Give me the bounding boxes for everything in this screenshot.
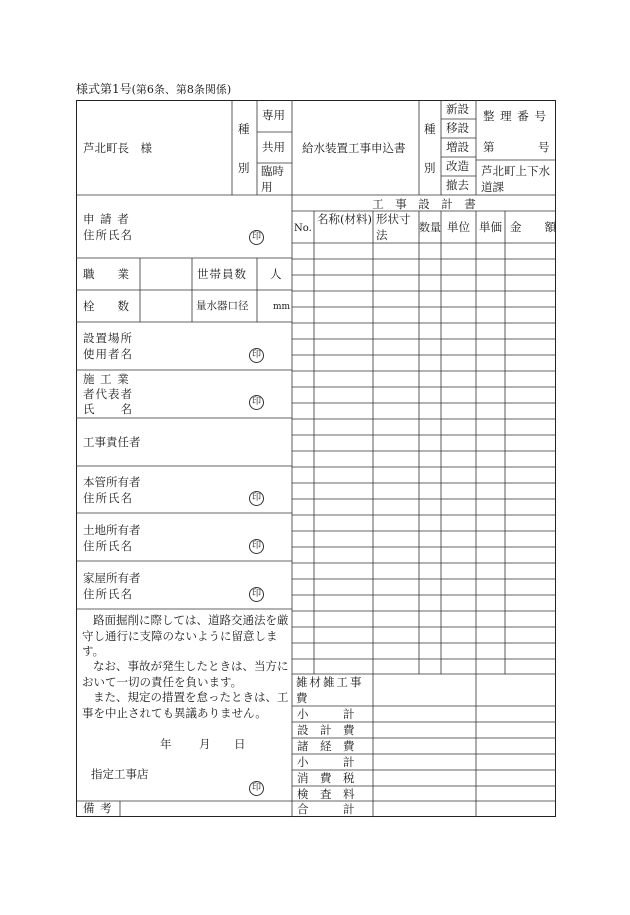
- meter-diameter-unit: mm: [273, 302, 291, 312]
- main-pipe-owner-seal-mark: 印: [249, 491, 264, 506]
- site-user-seal-mark: 印: [249, 348, 264, 363]
- land-owner-seal-mark: 印: [249, 539, 264, 554]
- installation-site-label-line1: 設置場所: [83, 331, 133, 345]
- remarks-label: 備 考: [83, 801, 113, 815]
- column-unit: 単位: [447, 220, 470, 234]
- subtotal-2-label: 小 計: [297, 755, 355, 769]
- applicant-seal-mark: 印: [249, 230, 264, 245]
- pledge-accident-responsibility: なお、事故が発生したときは、当方において一切の責任を負います。: [82, 659, 289, 689]
- number-prefix: 第: [483, 140, 495, 154]
- chief-engineer-label: 工事責任者: [83, 435, 141, 449]
- installation-site-label-line2: 使用者名: [83, 347, 133, 361]
- designated-contractor-seal-mark: 印: [249, 781, 264, 796]
- work-type-label-bottom: 別: [424, 161, 436, 175]
- form-title: [76, 82, 231, 97]
- work-type-label-top: 種: [424, 122, 436, 136]
- design-sheet-title: 工 事 設 計 書: [372, 197, 476, 211]
- subtotal-label: 小 計: [297, 707, 355, 721]
- reference-number-label: 整 理 番 号: [483, 109, 547, 123]
- column-quantity: 数量: [419, 221, 441, 234]
- land-owner-label-line1: 土地所有者: [83, 523, 141, 537]
- contractor-label-line3: 氏 名: [83, 402, 133, 416]
- work-type-relocate: 移設: [446, 121, 469, 135]
- household-count-unit: 人: [270, 267, 282, 281]
- water-office-name: 芦北町上下水道課: [481, 164, 550, 194]
- column-amount: 金 額: [510, 220, 556, 234]
- meter-diameter-label: 量水器口径: [196, 300, 249, 312]
- design-fee-label: 設 計 費: [297, 723, 355, 737]
- house-owner-label-line2: 住所氏名: [83, 587, 133, 601]
- land-owner-label-line2: 住所氏名: [83, 539, 133, 553]
- document-title: 給水装置工事申込書: [302, 141, 406, 155]
- contractor-seal-mark: 印: [249, 395, 264, 410]
- usage-option-exclusive: 専用: [262, 108, 285, 122]
- work-type-expand: 増設: [446, 140, 469, 154]
- applicant-label-line1: 申 請 者: [83, 212, 130, 226]
- date-year: 年: [160, 737, 172, 751]
- designated-contractor-label: 指定工事店: [91, 767, 149, 781]
- overhead-cost-label: 諸 経 費: [297, 739, 355, 753]
- total-label: 合 計: [297, 802, 355, 816]
- work-type-remove: 撤去: [446, 178, 469, 192]
- pledge-no-objection: また、規定の措置を怠ったときは、工事を中止されても異議ありません。: [82, 690, 289, 720]
- house-owner-seal-mark: 印: [249, 587, 264, 602]
- usage-type-label-bottom: 別: [238, 161, 250, 175]
- house-owner-label-line1: 家屋所有者: [83, 571, 141, 585]
- contractor-label-line1: 施 工 業: [83, 372, 130, 386]
- pledge-road-excavation: 路面掘削に際しては、道路交通法を厳守し通行に支障のないように留意します。: [82, 613, 289, 658]
- work-type-modify: 改造: [446, 159, 469, 173]
- usage-type-label-top: 種: [238, 122, 250, 136]
- occupation-label: 職 業: [83, 267, 129, 281]
- applicant-label-line2: 住所氏名: [83, 228, 133, 242]
- household-count-label: 世帯員数: [197, 267, 247, 281]
- column-shape-dimensions: 形状寸法: [376, 212, 411, 242]
- column-unit-price: 単価: [479, 220, 502, 234]
- tap-count-label: 栓 数: [83, 299, 129, 313]
- inspection-fee-label: 検 査 料: [297, 787, 355, 801]
- addressee: 芦北町長 様: [83, 141, 152, 155]
- consumption-tax-label: 消 費 税: [297, 771, 355, 785]
- form-number: 様式第1号: [76, 82, 132, 96]
- usage-option-temporary: 臨時用: [261, 164, 284, 194]
- date-month: 月: [199, 737, 211, 751]
- column-no: No.: [294, 223, 312, 234]
- column-name-material: 名称(材料): [317, 212, 372, 226]
- contractor-label-line2: 者代表者: [83, 387, 133, 401]
- main-pipe-owner-label-line2: 住所氏名: [83, 491, 133, 505]
- misc-material-cost-label: 雑材雑工事費: [296, 675, 364, 705]
- main-pipe-owner-label-line1: 本管所有者: [83, 475, 141, 489]
- work-type-new: 新設: [446, 102, 469, 116]
- form-article-reference: (第6条、第8条関係): [131, 83, 232, 96]
- usage-option-shared: 共用: [262, 140, 285, 154]
- number-suffix: 号: [538, 140, 550, 154]
- date-day: 日: [234, 737, 246, 751]
